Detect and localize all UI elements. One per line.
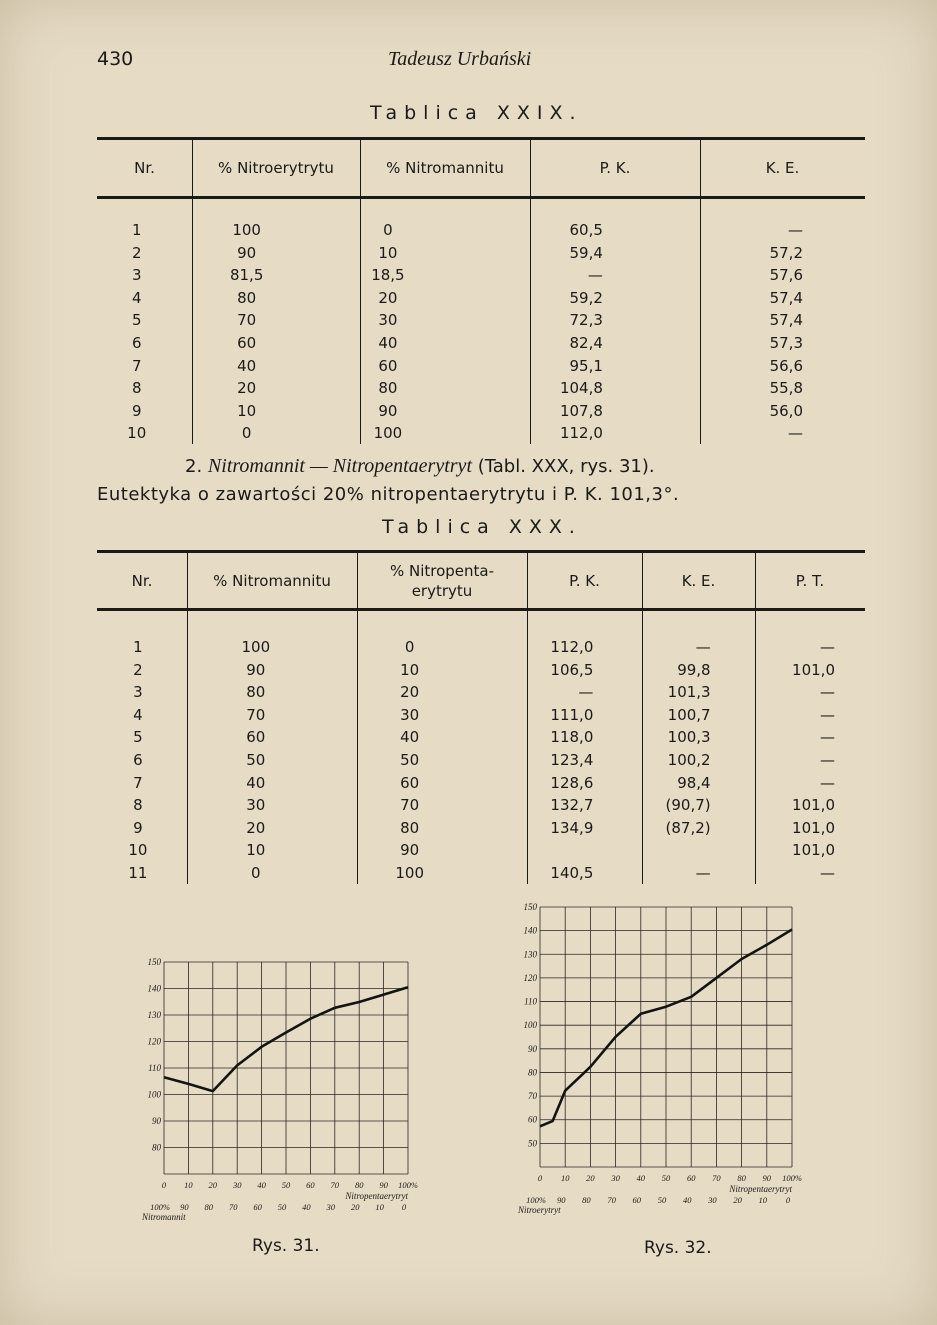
table-cell: 140,5	[550, 863, 594, 882]
y-tick-label: 100	[523, 1020, 537, 1031]
table-cell: 101,0	[792, 818, 835, 837]
table-cell: 20	[237, 379, 257, 398]
y-tick-label: 150	[147, 957, 161, 967]
x-axis-label-bottom: Nitroerytryt	[518, 1205, 561, 1215]
page-number: 430	[97, 48, 134, 70]
x-tick-label-bottom: 10	[758, 1195, 768, 1205]
table-row	[97, 681, 865, 704]
table-cell: 104,8	[559, 379, 603, 398]
x-tick-label: 60	[306, 1180, 315, 1190]
table-cell: 60	[237, 333, 257, 352]
figure-32-caption: Rys. 32.	[644, 1238, 712, 1258]
x-tick-label-bottom: 30	[708, 1195, 717, 1205]
x-tick-label: 0	[161, 1180, 167, 1190]
table-cell: 4	[133, 705, 143, 724]
section-table-ref: (Tabl. XXX, rys. 31).	[477, 456, 655, 477]
table-cell: 90	[378, 401, 398, 420]
table-29-header	[97, 140, 865, 196]
x-tick-label: 20	[208, 1180, 218, 1190]
table-cell: 10	[246, 841, 266, 860]
table-cell: 40	[246, 773, 266, 792]
col-header-nitroerytrytu: % Nitroerytrytu	[218, 159, 334, 177]
x-tick-label: 30	[611, 1173, 620, 1183]
table-cell: 9	[131, 401, 142, 420]
table-cell: —	[820, 773, 835, 792]
y-tick-label: 150	[523, 902, 537, 912]
table-cell: 57,6	[769, 266, 803, 285]
table-29-header-rule	[97, 196, 865, 199]
table-cell: 8	[133, 796, 143, 815]
table-row	[97, 264, 865, 287]
table-cell: 57,4	[769, 311, 803, 330]
y-tick-label: 130	[523, 949, 537, 960]
x-axis-label-top: Nitropentaerytryt	[345, 1191, 408, 1201]
table-cell: 0	[404, 638, 415, 656]
table-cell: 95,1	[569, 356, 603, 375]
x-axis-label-top: Nitropentaerytryt	[729, 1184, 792, 1194]
table-cell: 20	[378, 288, 398, 307]
table-cell: 101,0	[792, 841, 835, 860]
table-cell: 57,4	[769, 288, 803, 307]
table-cell: 4	[131, 288, 142, 307]
x-tick-label-bottom: 90	[180, 1202, 189, 1212]
x-axis-label-bottom: Nitromannit	[142, 1212, 186, 1222]
y-tick-label: 110	[524, 996, 537, 1007]
x-tick-label-bottom: 100%	[150, 1202, 170, 1212]
table-cell: 1	[131, 221, 142, 239]
y-tick-label: 140	[523, 925, 537, 936]
figure-31-caption: Rys. 31.	[252, 1236, 320, 1256]
x-tick-label-bottom: 50	[657, 1195, 667, 1205]
table-cell: 99,8	[677, 660, 711, 679]
x-tick-label-bottom: 40	[302, 1202, 311, 1212]
table-cell: 20	[246, 818, 266, 837]
table-cell: 10	[128, 841, 148, 860]
table-cell: —	[820, 705, 835, 724]
table-cell: 56,6	[769, 356, 803, 375]
table-cell: 5	[131, 311, 142, 330]
table-cell: 59,4	[569, 243, 603, 262]
x-tick-label: 90	[379, 1180, 388, 1190]
table-30-body	[97, 636, 865, 885]
table-cell: 72,3	[569, 311, 603, 330]
table-cell: 40	[378, 333, 398, 352]
x-tick-label: 80	[737, 1173, 746, 1183]
table-cell: (90,7)	[665, 796, 711, 815]
x-tick-label-bottom: 70	[607, 1195, 616, 1205]
table-cell: 101,0	[792, 660, 835, 679]
table-cell: 101,0	[792, 796, 835, 815]
table-row	[97, 704, 865, 727]
x-tick-label: 30	[232, 1180, 242, 1190]
table-cell: —	[788, 221, 803, 239]
table-cell: 59,2	[569, 288, 603, 307]
table-row	[97, 817, 865, 840]
y-tick-label: 140	[147, 983, 161, 994]
table-row	[97, 839, 865, 862]
table-cell: 98,4	[677, 773, 711, 792]
table-cell: 2	[133, 660, 143, 679]
table-cell: 100,2	[667, 750, 711, 769]
y-tick-label: 120	[147, 1036, 161, 1047]
x-tick-label-bottom: 50	[277, 1202, 287, 1212]
table-cell: 40	[237, 356, 257, 375]
col-header-nitromannitu: % Nitromannitu	[386, 159, 504, 177]
col-header-ke: K. E.	[681, 571, 716, 590]
table-cell: 80	[378, 379, 398, 398]
table-cell: 118,0	[550, 728, 594, 747]
table-cell: (87,2)	[665, 818, 711, 837]
table-cell: 70	[246, 705, 266, 724]
table-row	[97, 862, 865, 885]
y-tick-label: 120	[523, 972, 537, 983]
x-tick-label-bottom: 60	[253, 1202, 262, 1212]
table-cell: 60,5	[569, 221, 603, 239]
x-tick-label-bottom: 80	[204, 1202, 214, 1212]
table-cell: 3	[133, 683, 143, 702]
table-cell: 3	[131, 266, 142, 285]
table-cell: 111,0	[550, 705, 594, 724]
figure-32-chart	[500, 895, 840, 1230]
x-tick-label: 100%	[398, 1180, 418, 1190]
table-30-title: Tablica XXX.	[382, 516, 582, 538]
table-cell: 82,4	[569, 333, 603, 352]
table-29-body	[97, 219, 865, 445]
x-tick-label: 60	[686, 1173, 696, 1183]
table-row	[97, 794, 865, 817]
table-cell: 100	[373, 424, 403, 443]
table-cell: 106,5	[550, 660, 594, 679]
x-tick-label: 10	[560, 1173, 570, 1183]
table-cell: 0	[251, 863, 261, 882]
table-cell: 10	[400, 660, 420, 679]
y-tick-label: 50	[528, 1138, 537, 1149]
table-cell: 50	[246, 750, 266, 769]
x-tick-label: 10	[184, 1180, 193, 1190]
table-cell: 10	[127, 424, 147, 443]
table-cell: 6	[133, 750, 143, 769]
table-cell: 80	[237, 288, 257, 307]
table-cell: —	[820, 728, 835, 747]
table-cell: 10	[378, 243, 398, 262]
table-cell: 50	[400, 750, 420, 769]
table-cell: —	[578, 683, 594, 702]
table-cell: 20	[400, 683, 420, 702]
table-cell: 9	[133, 818, 143, 837]
table-cell: 11	[128, 863, 148, 882]
table-cell: 80	[246, 683, 266, 702]
x-tick-label-bottom: 100%	[526, 1195, 546, 1205]
table-cell: 40	[400, 728, 420, 747]
x-tick-label: 70	[330, 1180, 340, 1190]
table-cell: 6	[131, 333, 142, 352]
table-cell: 56,0	[769, 401, 803, 420]
table-cell: 18,5	[371, 266, 405, 285]
x-tick-label: 90	[762, 1173, 772, 1183]
section-title-italic: Nitromannit — Nitropentaerytryt	[207, 455, 472, 477]
table-row	[97, 219, 865, 242]
y-tick-label: 80	[152, 1142, 161, 1153]
y-tick-label: 90	[152, 1116, 161, 1126]
table-cell: 70	[400, 796, 420, 815]
table-row	[97, 422, 865, 445]
table-cell: 90	[237, 243, 257, 262]
table-row	[97, 332, 865, 355]
table-cell: —	[587, 266, 603, 285]
section-heading	[185, 455, 655, 478]
table-cell: —	[788, 424, 803, 443]
table-cell	[605, 839, 732, 862]
y-tick-label: 100	[147, 1089, 161, 1100]
table-row	[97, 772, 865, 795]
table-cell: 100,3	[667, 728, 711, 747]
table-cell: 0	[241, 424, 252, 443]
table-cell: 132,7	[550, 796, 594, 815]
table-cell: 7	[133, 773, 143, 792]
table-cell: 100	[395, 863, 424, 882]
col-header-nr: Nr.	[131, 571, 153, 590]
table-cell: 123,4	[550, 750, 594, 769]
x-tick-label-bottom: 30	[326, 1202, 336, 1212]
nitropenta-header-line1: % Nitropenta-	[389, 561, 495, 580]
table-cell: 8	[131, 379, 142, 398]
table-row	[97, 242, 865, 265]
table-row	[97, 377, 865, 400]
table-cell: —	[820, 638, 835, 656]
running-header-author: Tadeusz Urbański	[388, 48, 532, 70]
table-cell: 112,0	[550, 638, 594, 656]
x-tick-label: 50	[281, 1180, 291, 1190]
x-tick-label-bottom: 20	[733, 1195, 742, 1205]
col-header-ke: K. E.	[765, 159, 800, 177]
x-tick-label-bottom: 0	[401, 1202, 407, 1212]
table-cell: —	[820, 863, 835, 882]
col-header-pt: P. T.	[795, 571, 825, 590]
table-cell: 101,3	[667, 683, 711, 702]
table-row	[97, 726, 865, 749]
y-tick-label: 80	[528, 1067, 537, 1078]
table-cell: 1	[133, 638, 143, 656]
x-tick-label-bottom: 20	[350, 1202, 360, 1212]
table-cell: —	[695, 863, 711, 882]
table-cell	[487, 839, 606, 862]
table-row	[97, 287, 865, 310]
nitropenta-header-line2: erytrytu	[411, 581, 473, 600]
table-cell: 30	[400, 705, 420, 724]
x-tick-label: 50	[661, 1173, 671, 1183]
x-tick-label: 20	[586, 1173, 595, 1183]
table-cell: 2	[131, 243, 142, 262]
x-tick-label: 80	[354, 1180, 364, 1190]
x-tick-label-bottom: 0	[785, 1195, 791, 1205]
x-tick-label-bottom: 60	[632, 1195, 642, 1205]
table-cell: 81,5	[229, 266, 264, 285]
x-tick-label-bottom: 70	[228, 1202, 238, 1212]
table-cell: —	[820, 683, 835, 702]
figure-31-chart	[120, 950, 450, 1230]
x-tick-label-bottom: 80	[582, 1195, 591, 1205]
table-cell: 57,3	[769, 333, 803, 352]
table-cell: 60	[378, 356, 398, 375]
table-cell: 55,8	[769, 379, 803, 398]
x-tick-label-bottom: 90	[556, 1195, 566, 1205]
table-cell: 100	[241, 638, 271, 656]
col-header-nitropentaerytrytu	[357, 553, 527, 608]
table-cell: 112,0	[559, 424, 603, 443]
section-number: 2.	[185, 456, 203, 477]
table-cell: 5	[133, 728, 143, 747]
col-header-nitromannitu: % Nitromannitu	[213, 571, 331, 590]
table-row	[97, 659, 865, 682]
y-tick-label: 60	[528, 1114, 537, 1125]
table-row	[97, 400, 865, 423]
y-tick-label: 90	[528, 1043, 537, 1054]
table-cell: 80	[400, 818, 420, 837]
table-cell: 57,2	[769, 243, 803, 262]
table-cell: 7	[131, 356, 142, 375]
table-row	[97, 636, 865, 659]
table-cell: 100	[232, 221, 261, 239]
table-cell: 0	[383, 221, 393, 239]
table-cell: 30	[378, 311, 398, 330]
table-cell: 30	[246, 796, 266, 815]
table-cell: 10	[237, 401, 257, 420]
table-cell: 60	[246, 728, 266, 747]
table-cell: —	[695, 638, 711, 656]
y-tick-label: 70	[528, 1091, 537, 1102]
table-row	[97, 355, 865, 378]
table-cell: 107,8	[559, 401, 603, 420]
table-row	[97, 749, 865, 772]
y-tick-label: 130	[147, 1010, 161, 1020]
x-tick-label: 100%	[782, 1173, 802, 1183]
x-tick-label: 0	[537, 1173, 543, 1183]
table-30-header	[97, 553, 865, 608]
x-tick-label: 40	[636, 1173, 646, 1183]
col-header-nr: Nr.	[134, 159, 155, 177]
x-tick-label: 70	[712, 1173, 721, 1183]
table-cell: 134,9	[550, 818, 594, 837]
table-cell: 128,6	[550, 773, 594, 792]
table-29-title: Tablica XXIX.	[370, 102, 583, 124]
table-cell: —	[820, 750, 835, 769]
x-tick-label: 40	[257, 1180, 266, 1190]
col-header-pk: P. K.	[599, 159, 631, 177]
col-header-pk: P. K.	[569, 571, 600, 590]
table-30-header-rule	[97, 608, 865, 611]
table-cell: 100,7	[667, 705, 711, 724]
y-tick-label: 110	[148, 1063, 161, 1073]
eutectic-sentence: Eutektyka o zawartości 20% nitropentaerytrytu i P. K. 101,3°.	[97, 484, 680, 505]
x-tick-label-bottom: 10	[375, 1202, 384, 1212]
table-cell: 90	[246, 660, 266, 679]
table-cell: 70	[237, 311, 257, 330]
table-cell: 90	[400, 841, 420, 860]
table-row	[97, 309, 865, 332]
table-cell: 60	[400, 773, 420, 792]
x-tick-label-bottom: 40	[682, 1195, 692, 1205]
